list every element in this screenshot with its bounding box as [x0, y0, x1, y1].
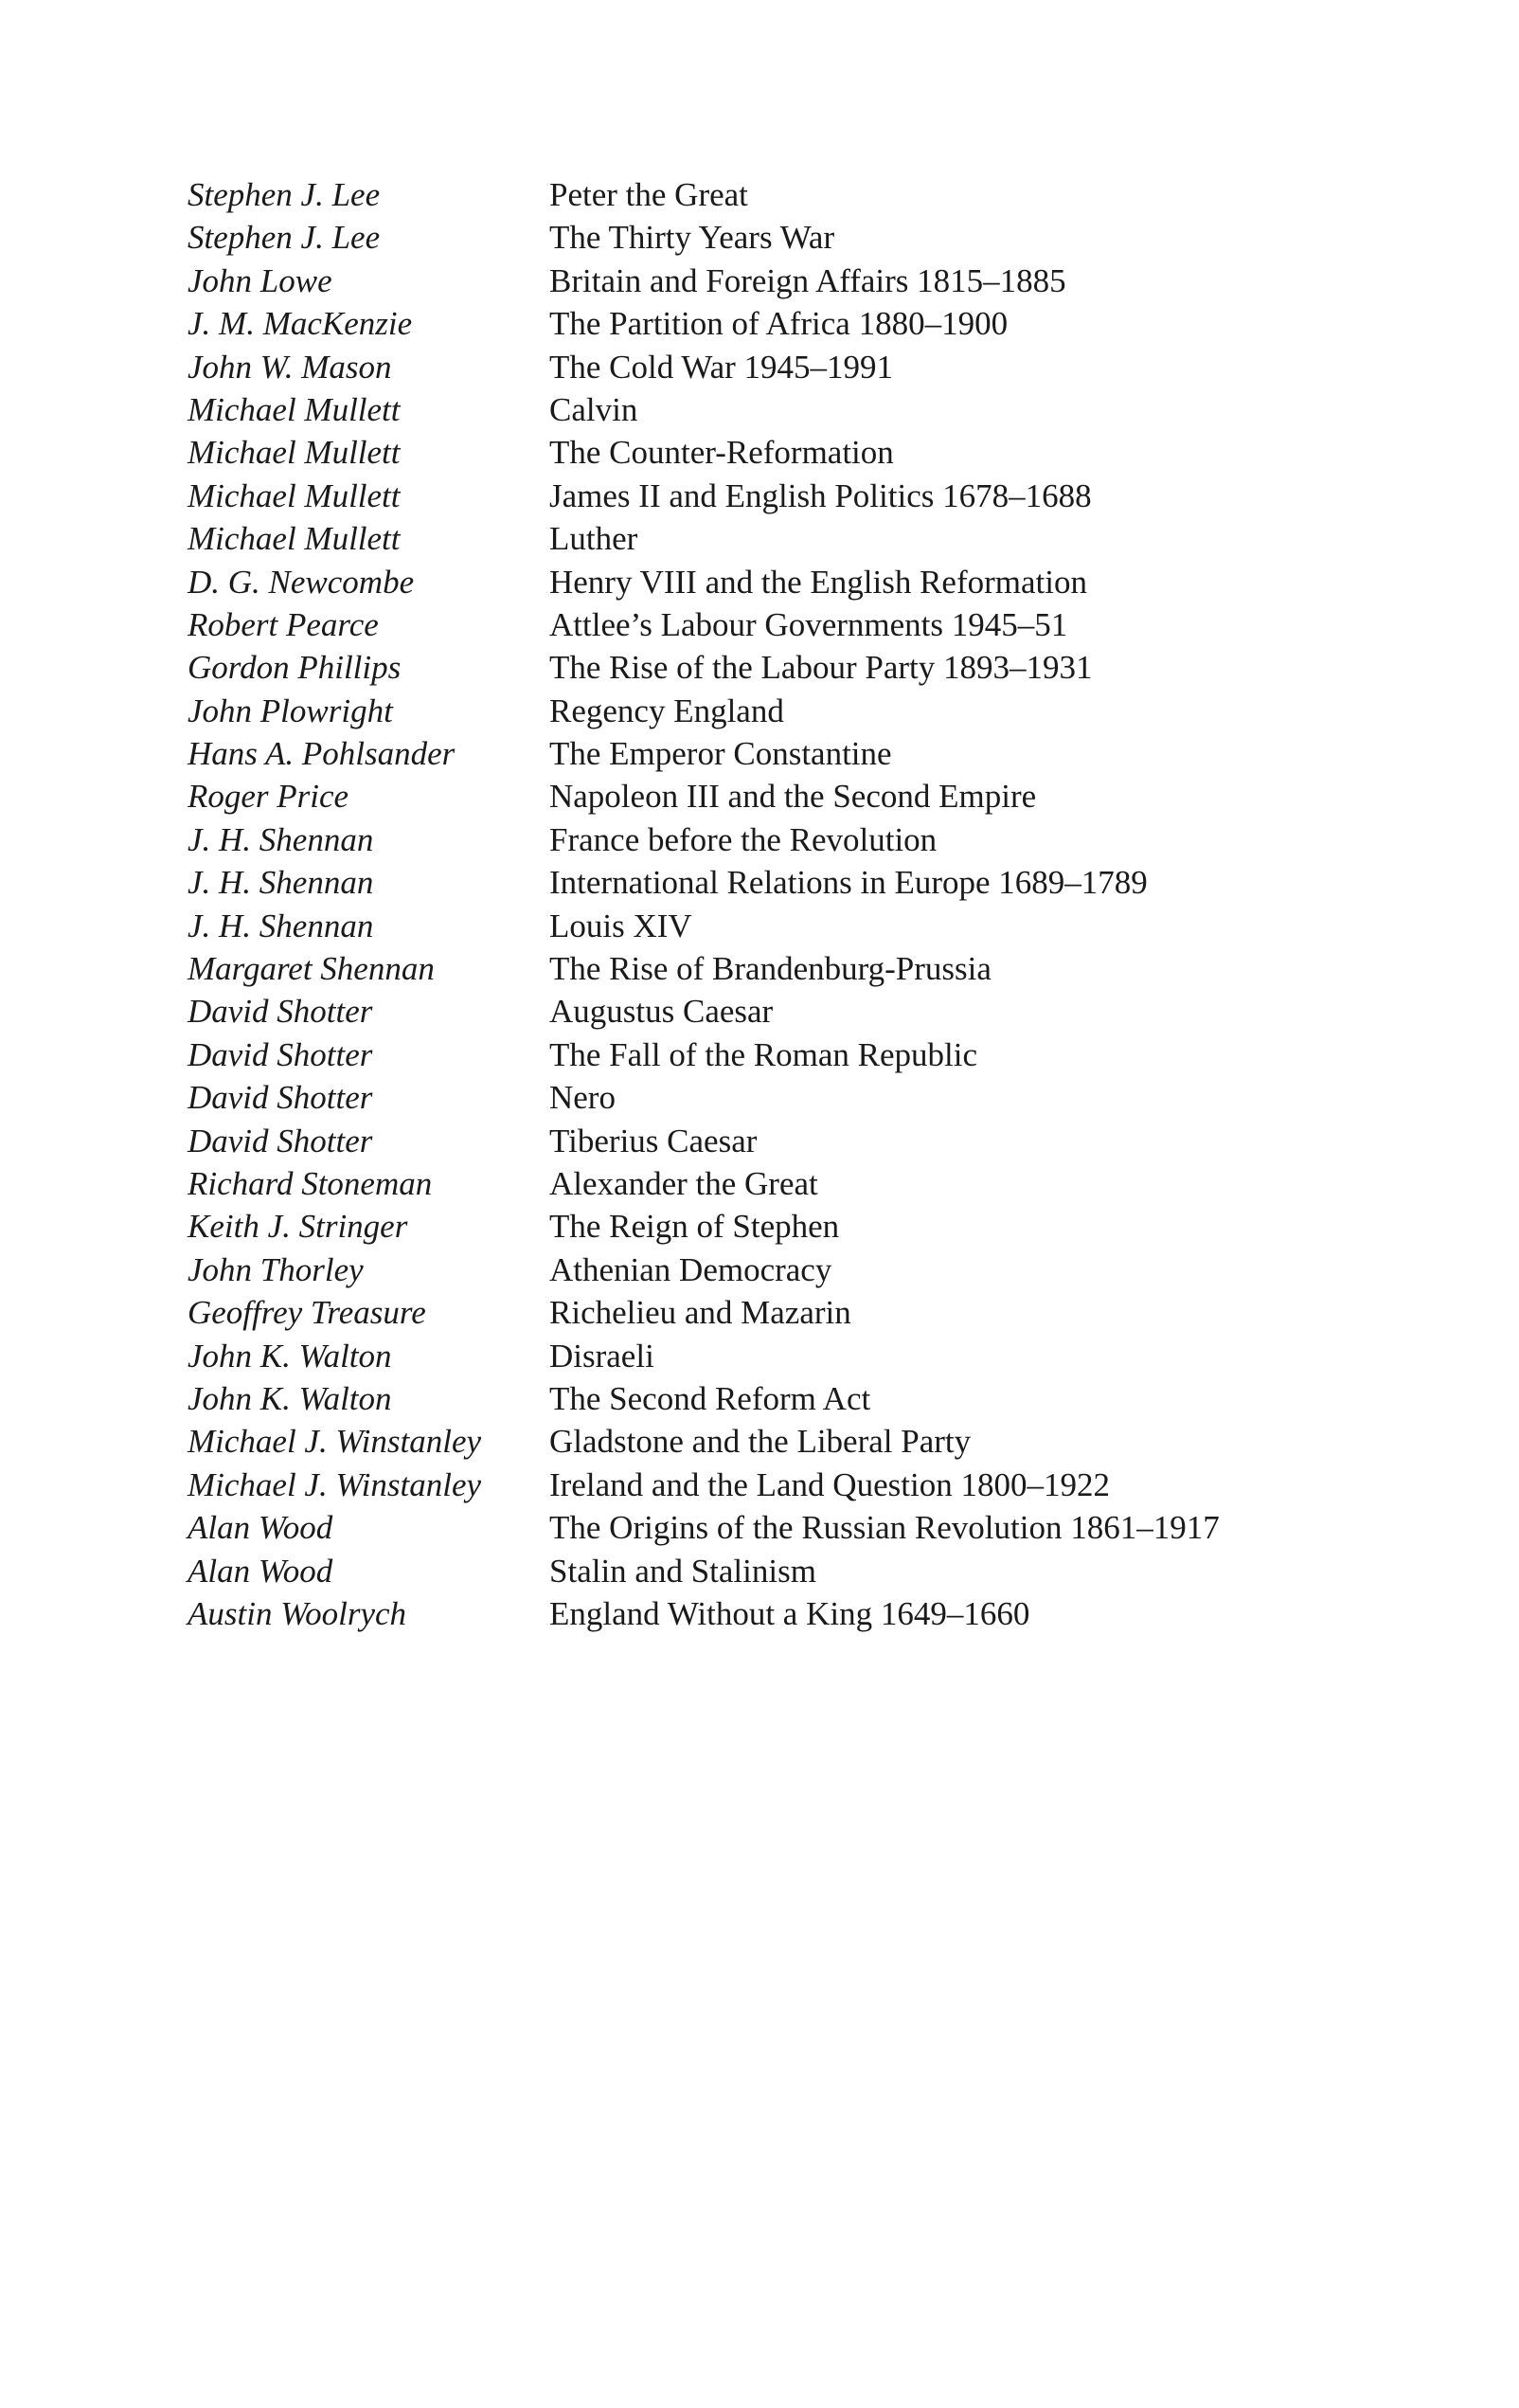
book-row	[188, 690, 1371, 732]
book-author: Richard Stoneman	[188, 1164, 433, 1202]
book-title: The Counter-Reformation	[549, 434, 894, 472]
book-title: Napoleon III and the Second Empire	[549, 778, 1037, 816]
book-title: Tiberius Caesar	[549, 1122, 758, 1159]
book-row	[188, 775, 1371, 818]
book-author: Hans A. Pohlsander	[188, 735, 456, 773]
book-author: Michael Mullett	[188, 476, 401, 514]
book-title: The Second Reform Act	[549, 1379, 871, 1417]
book-row	[188, 905, 1371, 947]
book-title: Richelieu and Mazarin	[549, 1294, 851, 1332]
book-title: The Rise of the Labour Party 1893–1931	[549, 649, 1093, 687]
book-author: Geoffrey Treasure	[188, 1294, 426, 1332]
book-title: The Cold War 1945–1991	[549, 348, 894, 386]
book-author: Michael Mullett	[188, 520, 401, 558]
book-author: Austin Woolrych	[188, 1594, 407, 1632]
book-row	[188, 1249, 1371, 1291]
book-author: J. H. Shennan	[188, 864, 374, 902]
book-author: Margaret Shennan	[188, 950, 435, 988]
book-row	[188, 1550, 1371, 1592]
book-author: Keith J. Stringer	[188, 1208, 408, 1246]
book-title: James II and English Politics 1678–1688	[549, 476, 1092, 514]
book-author: Alan Wood	[188, 1552, 333, 1590]
book-title: The Rise of Brandenburg-Prussia	[549, 950, 992, 988]
book-author: David Shotter	[188, 993, 373, 1031]
book-title: The Partition of Africa 1880–1900	[549, 305, 1009, 343]
book-row	[188, 1033, 1371, 1076]
book-title: Luther	[549, 520, 638, 558]
book-author: John K. Walton	[188, 1379, 392, 1417]
book-author: J. H. Shennan	[188, 820, 374, 858]
book-row	[188, 517, 1371, 560]
book-author: Roger Price	[188, 778, 349, 816]
book-row	[188, 1335, 1371, 1377]
book-row	[188, 861, 1371, 904]
book-row	[188, 1464, 1371, 1506]
book-row	[188, 990, 1371, 1033]
book-author: Robert Pearce	[188, 605, 379, 643]
book-list	[188, 173, 1371, 1635]
book-row	[188, 1205, 1371, 1248]
book-row	[188, 561, 1371, 603]
book-author: Michael J. Winstanley	[188, 1423, 482, 1461]
book-title: The Emperor Constantine	[549, 735, 892, 773]
book-title: Henry VIII and the English Reformation	[549, 563, 1087, 601]
book-title: The Reign of Stephen	[549, 1208, 840, 1246]
book-author: Gordon Phillips	[188, 649, 402, 687]
book-title: Attlee’s Labour Governments 1945–51	[549, 605, 1068, 643]
book-row	[188, 475, 1371, 517]
book-title: Calvin	[549, 390, 638, 428]
book-author: John Lowe	[188, 261, 332, 299]
book-row	[188, 818, 1371, 861]
book-row	[188, 1377, 1371, 1420]
book-row	[188, 1506, 1371, 1549]
book-title: Gladstone and the Liberal Party	[549, 1423, 972, 1461]
book-title: The Origins of the Russian Revolution 1861–1917	[549, 1509, 1220, 1547]
book-author: John Plowright	[188, 692, 393, 729]
book-author: Alan Wood	[188, 1509, 333, 1547]
book-author: D. G. Newcombe	[188, 563, 415, 601]
book-author: Stephen J. Lee	[188, 176, 381, 213]
book-title: Disraeli	[549, 1337, 654, 1375]
book-author: Michael Mullett	[188, 390, 401, 428]
book-title: Ireland and the Land Question 1800–1922	[549, 1465, 1110, 1503]
book-author: John W. Mason	[188, 348, 392, 386]
book-title: Nero	[549, 1079, 616, 1117]
book-title: Stalin and Stalinism	[549, 1552, 816, 1590]
book-title: The Thirty Years War	[549, 219, 835, 257]
book-author: Michael J. Winstanley	[188, 1465, 482, 1503]
book-row	[188, 431, 1371, 474]
book-row	[188, 346, 1371, 388]
book-row	[188, 173, 1371, 216]
book-title: France before the Revolution	[549, 820, 938, 858]
book-title: Augustus Caesar	[549, 993, 774, 1031]
book-title: Peter the Great	[549, 176, 748, 213]
book-row	[188, 388, 1371, 431]
book-row	[188, 216, 1371, 259]
book-row	[188, 260, 1371, 302]
book-author: John Thorley	[188, 1250, 364, 1288]
book-row	[188, 302, 1371, 345]
book-title: England Without a King 1649–1660	[549, 1594, 1030, 1632]
book-title: International Relations in Europe 1689–1789	[549, 864, 1148, 902]
book-title: Athenian Democracy	[549, 1250, 832, 1288]
book-author: Michael Mullett	[188, 434, 401, 472]
book-title: Britain and Foreign Affairs 1815–1885	[549, 261, 1066, 299]
book-row	[188, 947, 1371, 990]
book-row	[188, 1592, 1371, 1635]
book-row	[188, 1120, 1371, 1162]
book-author: David Shotter	[188, 1035, 373, 1073]
book-row	[188, 603, 1371, 646]
book-author: John K. Walton	[188, 1337, 392, 1375]
book-author: J. M. MacKenzie	[188, 305, 413, 343]
book-row	[188, 1162, 1371, 1205]
book-author: J. H. Shennan	[188, 907, 374, 944]
book-row	[188, 1076, 1371, 1119]
book-title: Louis XIV	[549, 907, 692, 944]
book-title: Alexander the Great	[549, 1164, 818, 1202]
book-author: David Shotter	[188, 1122, 373, 1159]
book-row	[188, 1420, 1371, 1463]
book-row	[188, 646, 1371, 689]
book-author: Stephen J. Lee	[188, 219, 381, 257]
book-row	[188, 732, 1371, 775]
book-title: The Fall of the Roman Republic	[549, 1035, 977, 1073]
book-title: Regency England	[549, 692, 784, 729]
book-row	[188, 1291, 1371, 1334]
book-author: David Shotter	[188, 1079, 373, 1117]
